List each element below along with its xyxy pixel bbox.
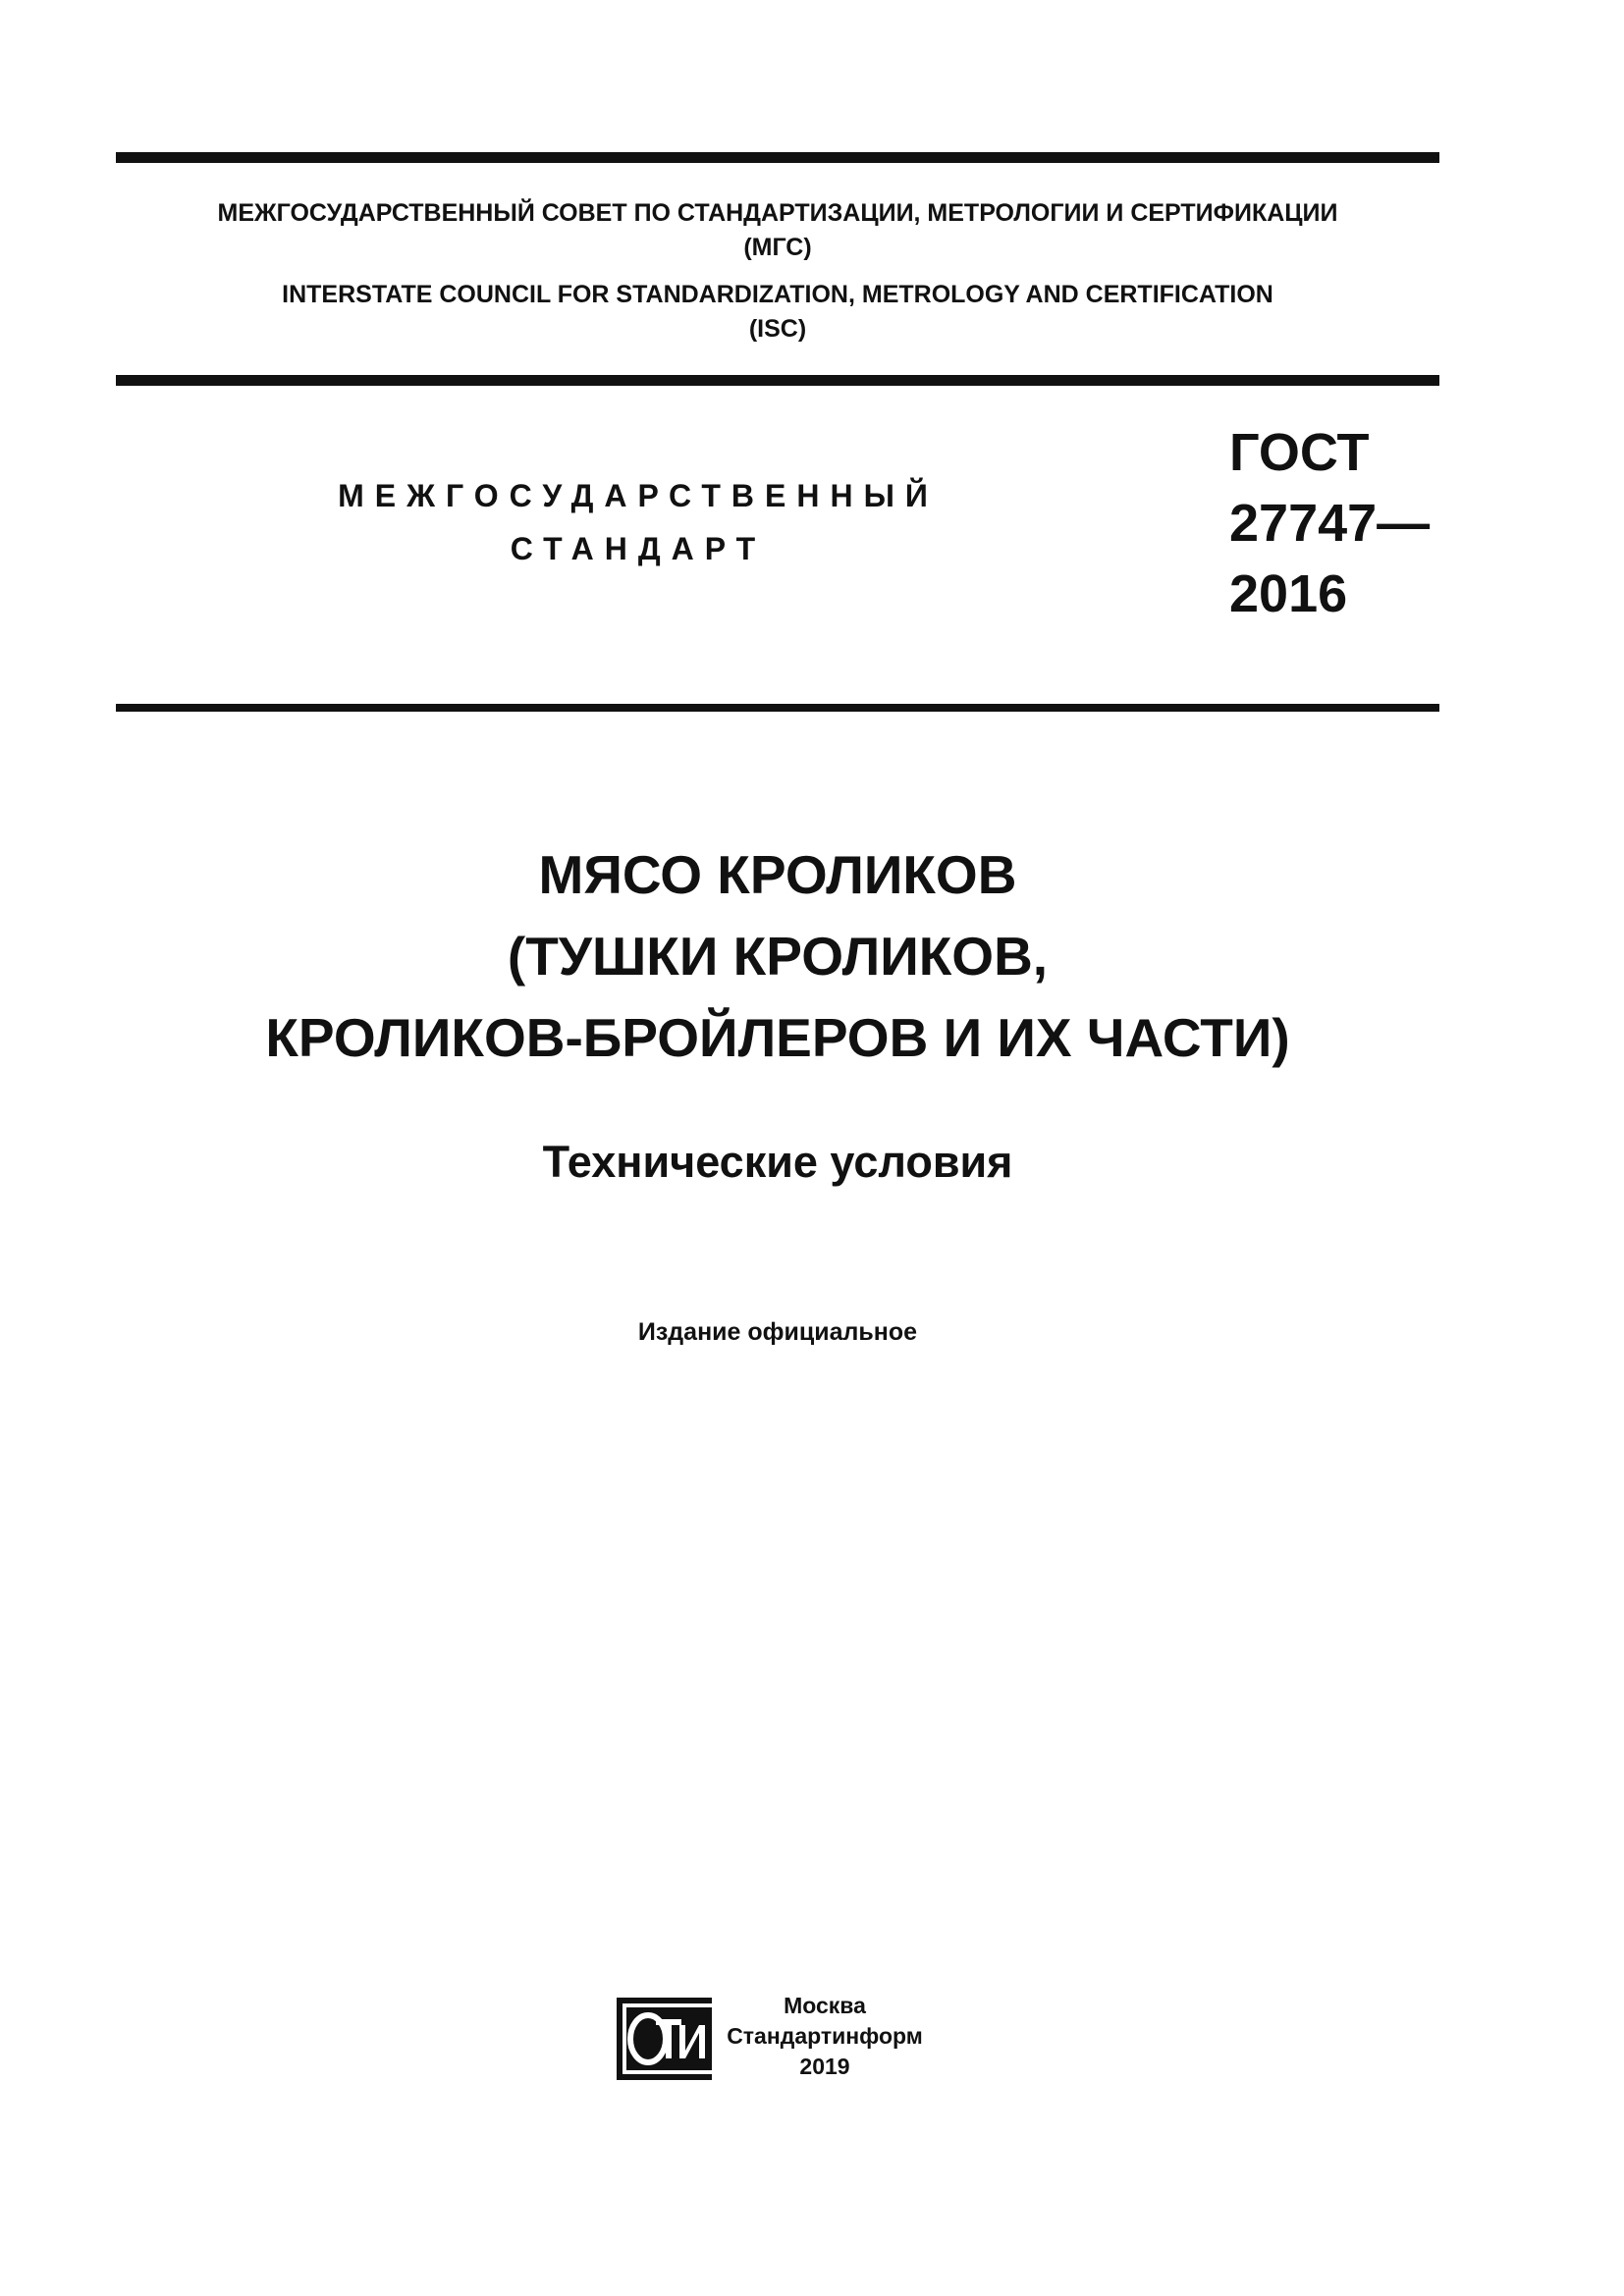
document-subtitle: Технические условия — [542, 1137, 1013, 1187]
designation-divider — [116, 704, 1439, 712]
publisher-imprint — [717, 1991, 933, 2082]
gost-designation — [1229, 417, 1430, 629]
council-name-ru-line: МЕЖГОСУДАРСТВЕННЫЙ СОВЕТ ПО СТАНДАРТИЗАЦИИ, МЕТРОЛОГИИ И СЕРТИФИКАЦИИ — [217, 199, 1338, 227]
header-divider — [116, 375, 1439, 386]
standard-type-line2: СТАНДАРТ — [510, 531, 767, 566]
document-title — [116, 834, 1439, 1079]
council-name-en — [116, 278, 1439, 347]
gost-number: 27747— — [1229, 494, 1431, 553]
publisher-name: Стандартинформ — [727, 2023, 923, 2049]
standartinform-logo-icon — [617, 1998, 712, 2080]
edition-note: Издание официальное — [637, 1318, 918, 1346]
publication-year: 2019 — [799, 2054, 850, 2079]
council-name-en-line: INTERSTATE COUNCIL FOR STANDARDIZATION, METROLOGY AND CERTIFICATION — [282, 281, 1273, 308]
publisher-city: Москва — [784, 1993, 866, 2018]
standard-type — [245, 469, 1031, 575]
title-line3: КРОЛИКОВ-БРОЙЛЕРОВ И ИХ ЧАСТИ) — [265, 1007, 1290, 1068]
standard-type-line1: МЕЖГОСУДАРСТВЕННЫЙ — [338, 478, 939, 513]
title-line2: (ТУШКИ КРОЛИКОВ, — [507, 926, 1049, 987]
gost-prefix: ГОСТ — [1229, 423, 1370, 482]
title-line1: МЯСО КРОЛИКОВ — [538, 844, 1017, 905]
council-abbr-ru: (МГС) — [743, 234, 812, 261]
council-name-ru — [116, 196, 1439, 265]
top-rule — [116, 152, 1439, 163]
gost-year: 2016 — [1229, 564, 1348, 623]
council-abbr-en: (ISC) — [748, 315, 807, 343]
